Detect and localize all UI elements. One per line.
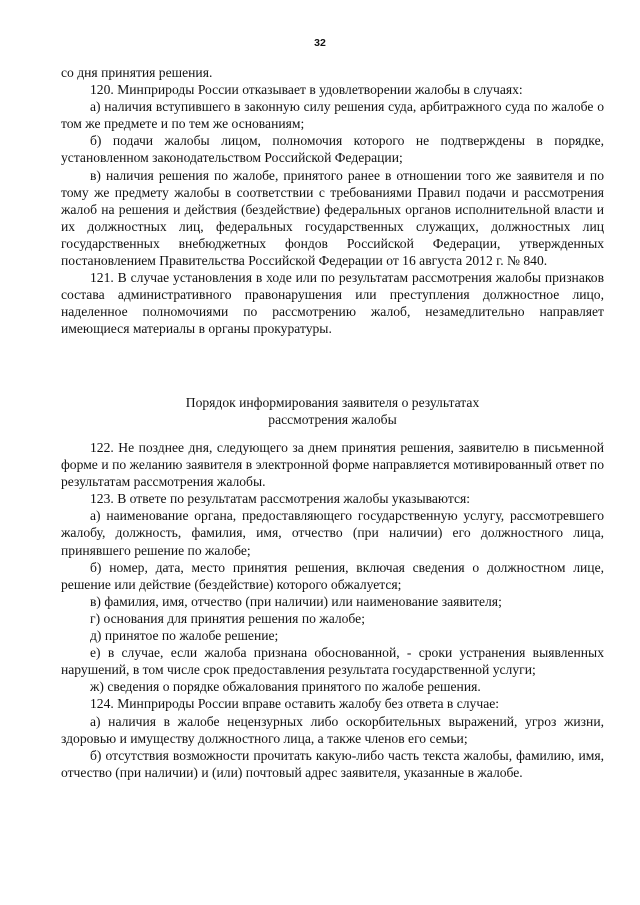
paragraph-123-f: е) в случае, если жалоба признана обоснованной, - сроки устранения выявленных нарушений, в том числе срок предоставления результата государственной услуги; xyxy=(61,645,604,678)
paragraph-123-a: а) наименование органа, предоставляющего государственную услугу, рассмотревшего жалобу, должность, фамилия, имя, отчество (при наличии) его должностного лица, принявшего решение по жалобе; xyxy=(61,508,604,558)
paragraph-122: 122. Не позднее дня, следующего за днем принятия решения, заявителю в письменной форме и по желанию заявителя в электронной форме направляется мотивированный ответ по результатам рассмотрения жалобы. xyxy=(61,440,604,490)
text-block-complaint-refusal xyxy=(61,64,604,338)
paragraph-123: 123. В ответе по результатам рассмотрения жалобы указываются: xyxy=(90,491,471,507)
paragraph-123-e: д) принятое по жалобе решение; xyxy=(90,628,279,644)
paragraph-120-a: а) наличия вступившего в законную силу решения суда, арбитражного суда по жалобе о том же предмете и по тем же основаниям; xyxy=(61,99,604,132)
paragraph-124-a: а) наличия в жалобе нецензурных либо оскорбительных выражений, угроз жизни, здоровью и имуществу должностного лица, а также членов его семьи; xyxy=(61,713,604,746)
paragraph-124: 124. Минприроды России вправе оставить жалобу без ответа в случае: xyxy=(90,696,500,712)
paragraph-123-b: б) номер, дата, место принятия решения, включая сведения о должностном лице, решение или действие (бездействие) которого обжалуется; xyxy=(61,559,604,592)
section-heading xyxy=(61,394,604,428)
paragraph-continuation: со дня принятия решения. xyxy=(61,65,213,80)
section-heading-line-1: Порядок информирования заявителя о результатах xyxy=(185,395,480,410)
paragraph-120-c: в) наличия решения по жалобе, принятого ранее в отношении того же заявителя и по тому же предмету жалобы в соответствии с требованиями Правил подачи и рассмотрения жалоб на решения и действия (бездействие) федеральных органов исполнительной власти и их должностных лиц, федеральных государственных служащих, должностных лиц государственных внебюджетных фондов Российской Федерации, утвержденных постановлением Правительства Российской Федерации от 16 августа 2012 г. № 840. xyxy=(61,167,604,269)
section-heading-line-2: рассмотрения жалобы xyxy=(268,412,397,428)
text-block-applicant-notification xyxy=(61,439,604,781)
paragraph-123-g: ж) сведения о порядке обжалования принятого по жалобе решения. xyxy=(90,679,481,695)
paragraph-121: 121. В случае установления в ходе или по результатам рассмотрения жалобы признаков состава административного правонарушения или преступления должностное лицо, наделенное полномочиями по рассмотрению жалоб, незамедлительно направляет имеющиеся материалы в органы прокуратуры. xyxy=(61,270,604,337)
paragraph-120-b: б) подачи жалобы лицом, полномочия которого не подтверждены в порядке, установленном законодательством Российской Федерации; xyxy=(61,133,604,166)
paragraph-123-c: в) фамилия, имя, отчество (при наличии) или наименование заявителя; xyxy=(90,593,502,609)
paragraph-124-b: б) отсутствия возможности прочитать какую-либо часть текста жалобы, фамилию, имя, отчество (при наличии) и (или) почтовый адрес заявителя, указанные в жалобе. xyxy=(61,747,604,780)
page-number: 32 xyxy=(314,37,326,49)
paragraph-123-d: г) основания для принятия решения по жалобе; xyxy=(90,610,365,626)
paragraph-120: 120. Минприроды России отказывает в удовлетворении жалобы в случаях: xyxy=(90,82,523,98)
